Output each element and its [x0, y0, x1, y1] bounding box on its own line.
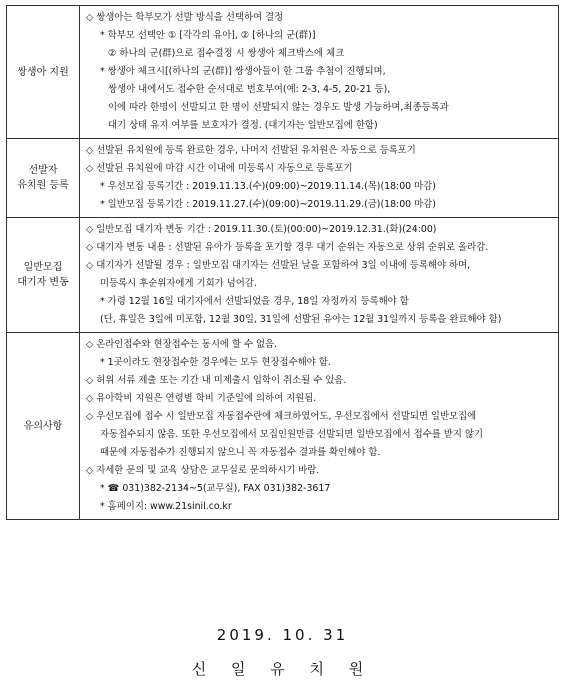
content-line: 때문에 자동접수가 진행되지 않으니 꼭 자동접수 결과를 확인해야 함. — [100, 447, 381, 458]
content-line: ② 하나의 군(群)으로 접수결정 시 쌍생아 체크박스에 체크 — [108, 48, 345, 59]
section-label — [7, 333, 80, 520]
footer-organization: 신 일 유 치 원 — [191, 660, 374, 678]
content-line: 이에 따라 한명이 선발되고 한 명이 선발되지 않는 경우도 발생 가능하며,최종등록과 — [108, 102, 449, 113]
section-label — [7, 139, 80, 218]
content-line: 자동접수되지 않음. 또한 우선모집에서 모집인원만큼 선발되면 일반모집에서 접수를 받지 않기 — [100, 429, 483, 440]
content-line: ◇ 대기자 변동 내용 : 선발된 유아가 등록을 포기할 경우 대기 순위는 자동으로 상위 순위로 올라감. — [86, 242, 489, 253]
content-line: * 쌍생아 체크시[(하나의 군(群)] 쌍생아들이 한 그룹 추첨이 진행되며, — [100, 66, 386, 77]
section-content — [80, 6, 559, 139]
section-label-line: 선발자 — [28, 165, 58, 176]
content-line: ◇ 허위 서류 제출 또는 기간 내 미제출시 입학이 취소될 수 있음. — [86, 375, 347, 386]
content-line: ◇ 선발된 유치원에 등록 완료한 경우, 나머지 선발된 유치원은 자동으로 등록포기 — [86, 145, 416, 156]
content-line: * 홈페이지: www.21sinil.co.kr — [100, 501, 232, 512]
notice-table — [6, 5, 559, 520]
notice-table-body — [7, 6, 559, 520]
content-line: ◇ 쌍생아는 학부모가 선발 방식을 선택하여 결정 — [86, 12, 284, 23]
content-line: (단, 휴일은 3일에 미포함, 12월 30일, 31일에 선발된 유아는 12월 31일까지 등록을 완료해야 함) — [100, 314, 502, 325]
section-label-line: 대기자 변동 — [17, 277, 69, 288]
content-line: ◇ 대기자가 선발될 경우 : 일반모집 대기자는 선발된 날을 포함하여 3일 이내에 등록해야 하며, — [86, 260, 471, 271]
footer-date: 2019. 10. 31 — [216, 626, 349, 644]
content-line: * 우선모집 등록기간 : 2019.11.13.(수)(09:00)~2019.11.14.(목)(18:00 마감) — [100, 181, 436, 192]
section-label — [7, 6, 80, 139]
section-label-line: 유의사항 — [23, 420, 63, 432]
content-line: ◇ 자세한 문의 및 교육 상담은 교무실로 문의하시기 바람. — [86, 465, 320, 476]
content-line: 미등록시 후순위자에게 기회가 넘어감. — [100, 278, 257, 289]
section-content — [80, 139, 559, 218]
content-line: ◇ 유아학비 지원은 연령별 학비 기준일에 의하여 지원됨. — [86, 393, 317, 404]
section-content — [80, 333, 559, 520]
content-line: ◇ 선발된 유치원에 마감 시간 이내에 미등록시 자동으로 등록포기 — [86, 163, 353, 174]
section-row-selected-registration — [7, 139, 559, 218]
section-row-waitlist-change — [7, 218, 559, 333]
section-row-twins-support — [7, 6, 559, 139]
section-label — [7, 218, 80, 333]
section-row-precautions — [7, 333, 559, 520]
content-line: * 일반모집 등록기간 : 2019.11.27.(수)(09:00)~2019.11.29.(금)(18:00 마감) — [100, 199, 436, 210]
section-label-line: 일반모집 — [23, 262, 63, 273]
content-line: 대기 상태 유지 여부를 보호자가 결정. (대기자는 일반모집에 한함) — [108, 120, 378, 131]
content-line: * ☎ 031)382-2134~5(교무실), FAX 031)382-3617 — [100, 483, 331, 494]
section-content — [80, 218, 559, 333]
content-line: 쌍생아 내에서도 접수한 순서대로 번호부여(예: 2-3, 4-5, 20-21 등), — [108, 84, 391, 95]
content-line: ◇ 일반모집 대기자 변동 기간 : 2019.11.30.(토)(00:00)~2019.12.31.(화)(24:00) — [86, 224, 437, 235]
content-line: * 가령 12월 16일 대기자에서 선발되었을 경우, 18일 자정까지 등록해야 함 — [100, 296, 409, 307]
content-line: * 학부모 선택안 ① [각각의 유아], ② [하나의 군(群)] — [100, 30, 316, 41]
section-label-line: 쌍생아 지원 — [17, 66, 69, 78]
content-line: ◇ 우선모집에 접수 시 일반모집 자동접수란에 체크하였어도, 우선모집에서 선발되면 일반모집에 — [86, 411, 477, 422]
section-label-line: 유치원 등록 — [17, 180, 69, 191]
content-line: * 1곳이라도 현장접수한 경우에는 모두 현장접수해야 함. — [100, 357, 331, 368]
content-line: ◇ 온라인접수와 현장접수는 동시에 할 수 없음. — [86, 339, 278, 350]
